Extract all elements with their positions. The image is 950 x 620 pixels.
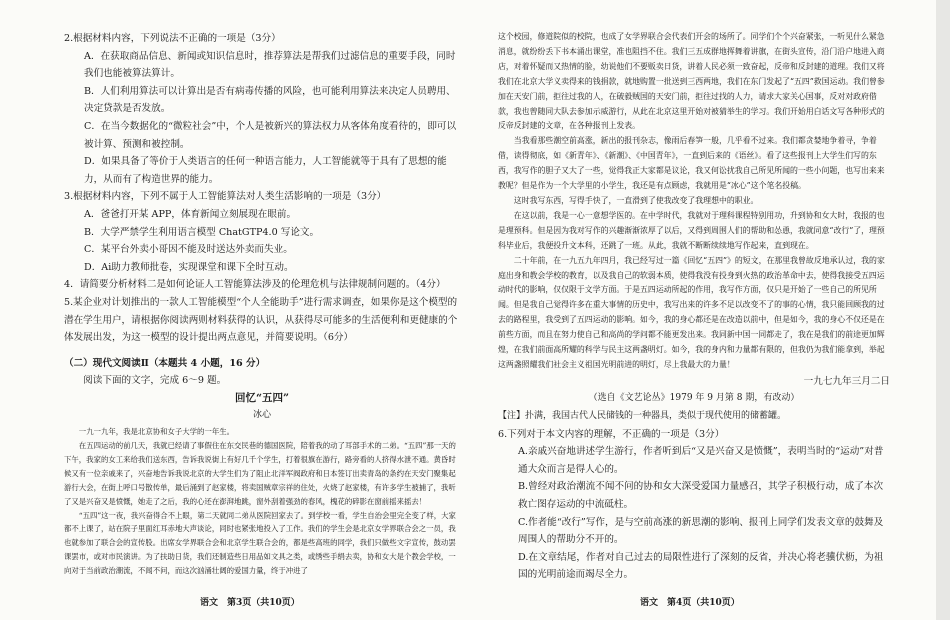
question-3-option-c: C．某平台外卖小哥因不能及时送达外卖而失业。 (84, 244, 293, 256)
article-title: 回忆“五四” (234, 391, 290, 404)
article-paragraph: 这个校园，修道院似的校院，也成了女学界联合会代表们开会的场所了。同学们个个兴奋紧张，一听见什么紧急消息，就纷纷丢下书本涌出课堂，准也阻挡不住。我们三五成群地挥舞着讲旗，在街头宣传，沿门沿户地进入商店，对着怀疑而又热情的脸，幼说他们不要贩卖日货，讲着人民必须一致奋起，反帝和反封建的道理。我们又将我们在北京大学义卖得来的钱捐款，就地购置一批送到三西两地，我们在东门发起了“五四”救国运动。我们曾参加在天安门前，拒往过我的人，在破毅贼国的天安门前，拒往过找的人力，请求大家关心国事，反对对政府借款，我也曾随同大队去参加示威游行，从此在北京这里开始对被猜举生的学习。我们开始用白话文写各种形式的反帝反封建的文章，在各种报刊上发表。 (498, 32, 885, 131)
scan-edge (936, 0, 950, 620)
question-3-option-d: D．Ai助力教师批卷，实现课堂和课下全时互动。 (84, 261, 294, 273)
article-paragraph: 一九一九年，我是北京协和女子大学的一年生。 (78, 427, 235, 437)
article-author: 冰心 (252, 410, 271, 421)
article-paragraph: 这时我写东西，写得手快了，一直滑到了使我改变了我理想中的职业。 (513, 195, 759, 205)
article-paragraph: 在这以前，我是一心一意想学医的。在中学时代，我就对于理科课程特别用功，升到协和女大时，我报的也是理预科。但是因为我对写作的兴趣渐渐浓厚了以后，又得到周围人们的帮助和怂恿，我就同意“改行”了，理预科毕业后，我便投升文本科，还跳了一班。从此，我就不断断续续地写作起来，直到现在。 (498, 210, 885, 250)
article-paragraph: 在五四运动的前几天，我就已经请了事假住在东交民巷的德国医院，陪着我的动了耳部手术的二弟。“五四”那一天的下午，我家的女工来给我们送东西，告诉我说街上有好几千个学生，打着很旗在游行，路旁看的人挤得水泄不通。黄昏时候又有一位亲戚来了，兴奋地告诉我说北京的大学生们为了阻止北洋军阀政府和日本签订出卖青岛的条约在天安门聚集起游行大会，在街上呼口号散传单，最后涌到了赵家楼，将卖国贼章宗祥的住处，火烧了赵家楼，有许多学生被捕了，我听了又是兴奋又是愤慨，她走了之后，我的心还在澎湃地跳，窗外刮着强劲的春风，槐花的碎影在窗前摇来摇去！ (64, 440, 456, 506)
article-paragraph: 二十年前，在一九五九年四月，我已经写过一篇《回忆“五四”》的短文，在那里我曾故反地承认过，我的家庭出身和教会学校的教育，以及我自己的软弱本质，使得我没有投身到火热的政治革命中去，使得我接受五四运动时代的影响，仅仅限于文学方面。于是五四运动所起的作用，我写作方面，仅只是开始了一些自己的所见所闻。但是我自己觉得许多在重大事情的历史中，我写出来的许多不足以改变不了的事的心情，我只能回顾我的过去的路程里，我受到了五四运动的影响。如今，我的身心都还是在改造以前中，但是如今，我的身心不仅还是在前些方面，而且在努力使自己和高尚的学问都不能更发出来。我同新中国一同都走了，我在是我们的前途更加辉煌，在我们前面高所耀的科学与民主这两盏明灯。如今，我的身内和力量都有限的，但我仍为我们能拿到，举起这两盏照耀我们社会主义祖国光明前进的明灯，尽上我最大的力量！ (498, 255, 885, 369)
question-2-stem: 2.根据材料内容，下列说法不正确的一项是（3分） (64, 33, 281, 44)
question-2-option-b: B．人们利用算法可以计算出是否有病毒传播的风险，也可能利用算法来决定人员聘用、决定贷款是否发放。 (84, 85, 456, 115)
question-2-option-d: D．如果具备了等价于人类语言的任何一种语言能力，人工智能就等于具有了思想的能力，从而有了构造世界的能力。 (84, 156, 447, 185)
question-3-stem: 3.根据材料内容，下列不属于人工智能算法对人类生活影响的一项是（3分） (64, 191, 387, 203)
question-4: 4．请简要分析材料二是如何论证人工智能算法涉及的伦理危机与法律规制问题的。（4分） (64, 279, 446, 291)
page-4-footer: 语文 第4页（共10页） (640, 598, 740, 608)
article-source: （选自《文艺论丛》1979 年 9 月第 8 期，有改动） (588, 393, 800, 404)
question-2-option-c: C．在当今数据化的“微粒社会”中，个人是被新兴的算法权力从客体角度看待的，即可以被计算、预测和被控制。 (84, 120, 457, 150)
reading-instruction: 阅读下面的文字，完成 6～9 题。 (83, 375, 227, 387)
article-paragraph: 当我看那些潮空前高涨，新出的报刊杂志，像雨后春笋一般，几乎看不过来。我们都贪婪地争着寻，争着借，读得彻底，如《新青年》、《新潮》、《中国青年》，一直到后来的《语丝》。看了这些报刊上大学生们写的东西，我写作的胆子又大了一些，觉得我正大家都是议论，我又何讼扰我自己所见所闻的一些小问题，也写出来来教呢？但是作为一个大学里的小学生，我还是有点顾虑，我就用是“冰心”这个笔名投稿。 (498, 136, 885, 191)
question-3-option-a: A．爸爸打开某 APP，体育新闻立刻展现在眼前。 (84, 208, 297, 220)
question-6-option-c: C.作者能“改行”写作，是与空前高涨的新思潮的影响、报刊上同学们发表文章的鼓舞及周围人的帮助分不开的。 (518, 516, 884, 546)
question-6-stem: 6.下列对于本文内容的理解，不正确的一项是（3分） (498, 428, 725, 440)
footnote: 【注】扑满，我国古代人民储钱的一种器具，类似于现代使用的储蓄罐。 (498, 411, 787, 422)
page-3-footer: 语文 第3页（共10页） (200, 598, 300, 608)
question-2-option-a: A．在获取商品信息、新闻或知识信息时，推荐算法是帮我们过滤信息的重要手段，同时我们也能被算法算计。 (84, 50, 456, 80)
question-6-option-b: B.曾经对政治潮流不闻不问的协和女大深受爱国力量感召，其学子积极行动，成了本次救亡图存运动的中流砥柱。 (518, 481, 884, 510)
question-5: 5.某企业对计划推出的一款人工智能模型“个人全能助手”进行需求调查，如果你是这个模型的潜在学生用户，请根据你阅读两则材料获得的认识，从获得尽可能多的生活便利和更健康的个体发展出发，为这一模型的设计提出两点意见，并简要说明。（6分） (64, 296, 458, 344)
article-date: 一九七九年三月二日 (803, 375, 890, 387)
question-6-option-a: A.亲戚兴奋地讲述学生游行，作者听到后“又是兴奋又是愤慨”，表明当时的“运动”对普通大众而言是得人心的。 (518, 446, 884, 475)
section-heading: （二）现代文阅读Ⅱ（本题共 4 小题，16 分） (64, 357, 266, 369)
question-3-option-b: B．大学严禁学生利用语言模型 ChatGTP4.0 写论文。 (84, 226, 320, 238)
article-paragraph: “五四”这一夜，我兴奋得合不上眼，第二天就同二弟从医院回家去了。到学校一看，学生自治会里完全变了样，大家都不上课了，站在院子里面红耳赤地大声谈论，同时也紧张地投入了工作。我们的学生会是北京女学界联合会之一员，我也就参加了联合会的宣传股。出席女学界联合会和北京学生联合会的，都是些高班的同学，我们只做些文字宣传，鼓动罢课罢市，或对市民演讲。为了扶助日货，我们还制造些日用品如文具之类，或绣些手绢去卖，协和女大是个教会学校，一向对于当前政治潮流，不闻不问，而这次汹涌壮阔的爱国力量，终于冲进了 (64, 510, 456, 576)
article-body-part2 (498, 30, 890, 373)
question-6-option-d: D.在文章结尾，作者对自己过去的局限性进行了深刻的反省，并决心将老骥伏枥，为祖国的光明前途而竭尽全力。 (518, 551, 884, 581)
page-4 (498, 30, 890, 584)
page-3 (64, 30, 460, 578)
article-body-part1 (64, 425, 460, 578)
